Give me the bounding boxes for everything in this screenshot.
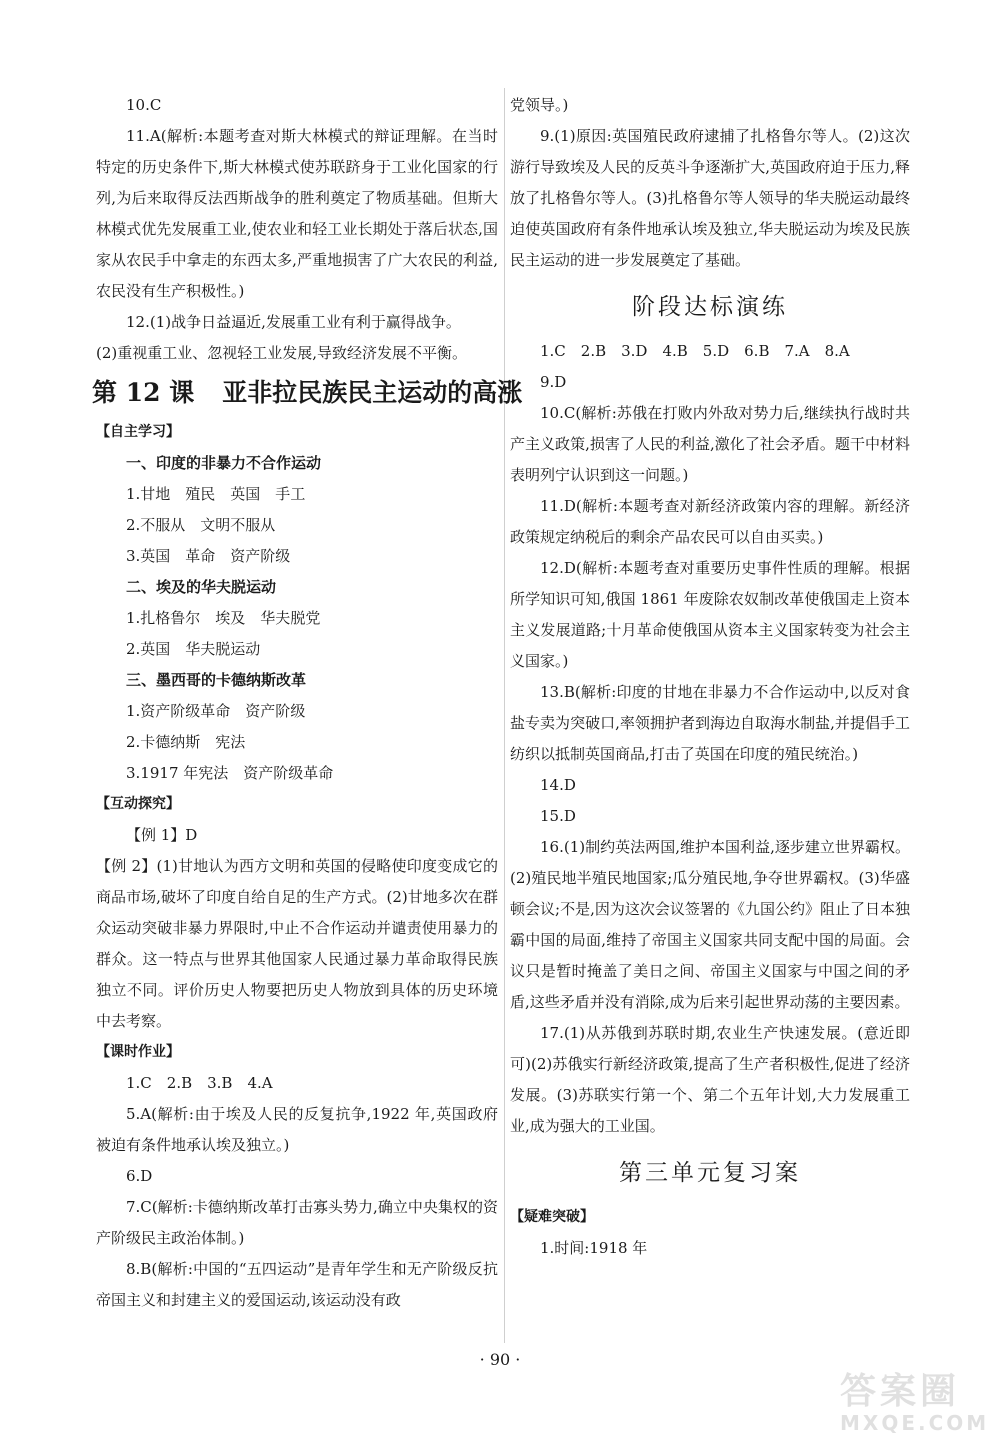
answer-9: 9.(1)原因:英国殖民政府逮捕了扎格鲁尔等人。(2)这次游行导致埃及人民的反英斗争逐渐扩大,英国政府迫于压力,释放了扎格鲁尔等人。(3)扎格鲁尔等人领导的华夫脱运动最终迫使英国政府有条件地承认埃及独立,华夫脱运动为埃及民族民主运动的进一步发展奠定了基础。 bbox=[510, 127, 910, 269]
answer-8-continued: 党领导。) bbox=[510, 96, 569, 114]
example-2: 【例 2】(1)甘地认为西方文明和英国的侵略使印度变成它的商品市场,破坏了印度自给自足的生产方式。(2)甘地多次在群众运动突破非暴力界限时,中止不合作运动并谴责使用暴力的群众。这一特点与世界其他国家人民通过暴力革命取得民族独立不同。评价历史人物要把历史人物放到具体的历史环境中去考察。 bbox=[96, 857, 498, 1030]
section-self-study: 【自主学习】 bbox=[96, 424, 180, 440]
answer-10: 10.C bbox=[126, 96, 162, 114]
stage-answer-11: 11.D(解析:本题考查对新经济政策内容的理解。新经济政策规定纳税后的剩余产品农民可以自由买卖。) bbox=[510, 497, 910, 546]
homework-5: 5.A(解析:由于埃及人民的反复抗争,1922 年,英国政府被迫有条件地承认埃及独立。) bbox=[96, 1105, 498, 1154]
section-difficult: 【疑难突破】 bbox=[510, 1209, 594, 1225]
lesson-heading bbox=[92, 373, 523, 413]
left-column bbox=[92, 90, 523, 1316]
stage-answer-9: 9.D bbox=[540, 373, 567, 391]
stage-answer-15: 15.D bbox=[540, 807, 576, 825]
list-item: 2.英国 华夫脱运动 bbox=[126, 640, 261, 658]
lesson-title: 亚非拉民族民主运动的高涨 bbox=[222, 378, 523, 407]
stage-practice-heading: 阶段达标演练 bbox=[632, 294, 788, 320]
stage-answers-1-8: 1.C 2.B 3.D 4.B 5.D 6.B 7.A 8.A bbox=[540, 342, 850, 360]
subsection-india: 一、印度的非暴力不合作运动 bbox=[126, 454, 322, 472]
subsection-mexico: 三、墨西哥的卡德纳斯改革 bbox=[126, 671, 307, 689]
column-divider bbox=[504, 88, 505, 1343]
watermark-logo bbox=[840, 1372, 990, 1442]
homework-1-4: 1.C 2.B 3.B 4.A bbox=[126, 1074, 273, 1092]
list-item: 2.不服从 文明不服从 bbox=[126, 516, 276, 534]
watermark-text: 答案圈 bbox=[840, 1371, 961, 1412]
list-item: 3.英国 革命 资产阶级 bbox=[126, 547, 291, 565]
list-item: 2.卡德纳斯 宪法 bbox=[126, 733, 246, 751]
homework-6: 6.D bbox=[126, 1167, 153, 1185]
watermark-url: MXQE.COM bbox=[840, 1411, 990, 1435]
stage-answer-17: 17.(1)从苏俄到苏联时期,农业生产快速发展。(意近即可)(2)苏俄实行新经济政策,提高了生产者积极性,促进了经济发展。(3)苏联实行第一个、第二个五年计划,大力发展重工业,成为强大的工业国。 bbox=[510, 1024, 910, 1135]
stage-answer-10: 10.C(解析:苏俄在打败内外敌对势力后,继续执行战时共产主义政策,损害了人民的利益,激化了社会矛盾。题干中材料表明列宁认识到这一问题。) bbox=[510, 404, 910, 484]
unit-review-heading: 第三单元复习案 bbox=[619, 1160, 801, 1186]
homework-8: 8.B(解析:中国的“五四运动”是青年学生和无产阶级反抗帝国主义和封建主义的爱国运动,该运动没有政 bbox=[96, 1260, 498, 1309]
list-item: 1.资产阶级革命 资产阶级 bbox=[126, 702, 306, 720]
homework-7: 7.C(解析:卡德纳斯改革打击寡头势力,确立中央集权的资产阶级民主政治体制。) bbox=[96, 1198, 498, 1247]
answer-11: 11.A(解析:本题考查对斯大林模式的辩证理解。在当时特定的历史条件下,斯大林模式使苏联跻身于工业化国家的行列,为后来取得反法西斯战争的胜利奠定了物质基础。但斯大林模式优先发展重工业,使农业和轻工业长期处于落后状态,国家从农民手中拿走的东西太多,严重地损害了广大农民的利益,农民没有生产积极性。) bbox=[96, 127, 498, 300]
difficult-1: 1.时间:1918 年 bbox=[540, 1239, 648, 1257]
subsection-egypt: 二、埃及的华夫脱运动 bbox=[126, 578, 277, 596]
lesson-number: 第 12 课 bbox=[92, 378, 195, 407]
stage-answer-16: 16.(1)制约英法两国,维护本国利益,逐步建立世界霸权。(2)殖民地半殖民地国家;瓜分殖民地,争夺世界霸权。(3)华盛顿会议;不是,因为这次会议签署的《九国公约》阻止了日本独霸中国的局面,维持了帝国主义国家共同支配中国的局面。会议只是暂时掩盖了美日之间、帝国主义国家与中国之间的矛盾,这些矛盾并没有消除,成为后来引起世界动荡的主要因素。 bbox=[510, 838, 910, 1011]
answer-12-part2: (2)重视重工业、忽视轻工业发展,导致经济发展不平衡。 bbox=[96, 344, 468, 362]
list-item: 1.扎格鲁尔 埃及 华夫脱党 bbox=[126, 609, 321, 627]
stage-answer-12: 12.D(解析:本题考查对重要历史事件性质的理解。根据所学知识可知,俄国 1861 年废除农奴制改革使俄国走上资本主义发展道路;十月革命使俄国从资本主义国家转变为社会主义国家。) bbox=[510, 559, 910, 670]
section-interactive: 【互动探究】 bbox=[96, 796, 180, 812]
list-item: 1.甘地 殖民 英国 手工 bbox=[126, 485, 306, 503]
list-item: 3.1917 年宪法 资产阶级革命 bbox=[126, 764, 334, 782]
page-number: · 90 · bbox=[479, 1350, 521, 1369]
example-1: 【例 1】D bbox=[126, 826, 198, 844]
answer-12-part1: 12.(1)战争日益逼近,发展重工业有利于赢得战争。 bbox=[126, 313, 461, 331]
stage-answer-13: 13.B(解析:印度的甘地在非暴力不合作运动中,以反对食盐专卖为突破口,率领拥护者到海边自取海水制盐,并提倡手工纺织以抵制英国商品,打击了英国在印度的殖民统治。) bbox=[510, 683, 910, 763]
section-homework: 【课时作业】 bbox=[96, 1044, 180, 1060]
right-column bbox=[510, 90, 910, 1264]
stage-answer-14: 14.D bbox=[540, 776, 576, 794]
